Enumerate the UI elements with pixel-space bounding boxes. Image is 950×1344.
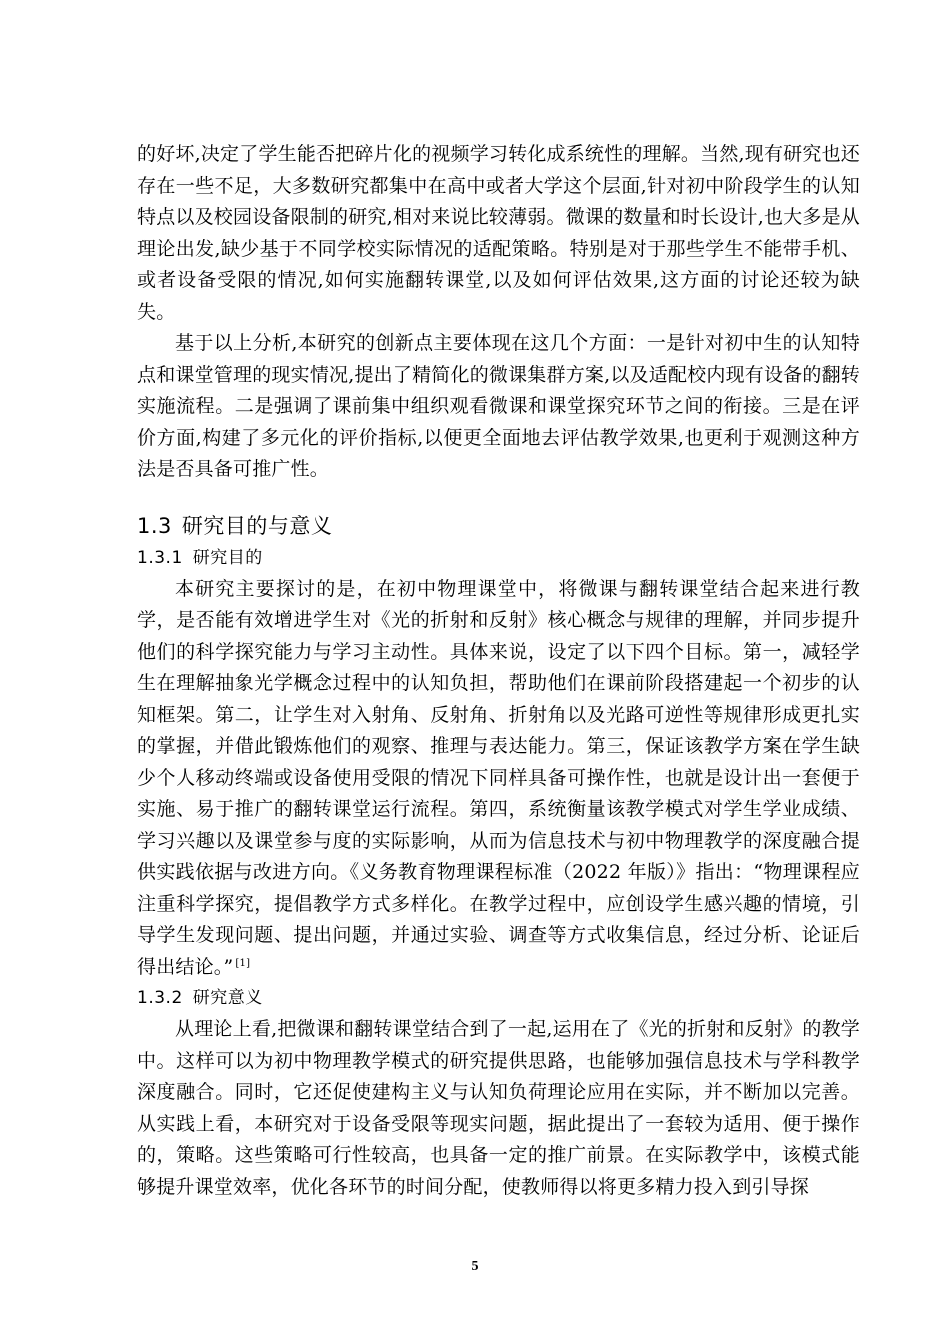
body-paragraph-1: 的好坏,决定了学生能否把碎片化的视频学习转化成系统性的理解。当然,现有研究也还存在一些不足，大多数研究都集中在高中或者大学这个层面,针对初中阶段学生的认知特点以及校园设备限制的研究,相对来说比较薄弱。微课的数量和时长设计,也大多是从理论出发,缺少基于不同学校实际情况的适配策略。特别是对于那些学生不能带手机、或者设备受限的情况,如何实施翻转课堂,以及如何评估效果,这方面的讨论还较为缺失。: [137, 143, 860, 323]
subsection-heading-1-3-1: [137, 543, 860, 574]
subsection-number: 1.3.2: [137, 988, 183, 1008]
body-paragraph-2: 基于以上分析,本研究的创新点主要体现在这几个方面：一是针对初中生的认知特点和课堂管理的现实情况,提出了精简化的微课集群方案,以及适配校内现有设备的翻转实施流程。二是强调了课前集中组织观看微课和课堂探究环节之间的衔接。三是在评价方面,构建了多元化的评价指标,以便更全面地去评估教学效果,也更利于观测这种方法是否具备可推广性。: [137, 332, 860, 480]
section-heading-1-3: [137, 505, 860, 543]
research-purpose-paragraph: [137, 574, 860, 984]
subsection-title: 研究意义: [192, 988, 263, 1008]
page-content: [137, 139, 860, 1203]
research-purpose-text: 本研究主要探讨的是，在初中物理课堂中，将微课与翻转课堂结合起来进行教学，是否能有效增进学生对《光的折射和反射》核心概念与规律的理解，并同步提升他们的科学探究能力与学习主动性。具体来说，设定了以下四个目标。第一，减轻学生在理解抽象光学概念过程中的认知负担，帮助他们在课前阶段搭建起一个初步的认知框架。第二，让学生对入射角、反射角、折射角以及光路可逆性等规律形成更扎实的掌握，并借此锻炼他们的观察、推理与表达能力。第三，保证该教学方案在学生缺少个人移动终端或设备使用受限的情况下同样具备可操作性，也就是设计出一套便于实施、易于推广的翻转课堂运行流程。第四，系统衡量该教学模式对学生学业成绩、学习兴趣以及课堂参与度的实际影响，从而为信息技术与初中物理教学的深度融合提供实践依据与改进方向。《义务教育物理课程标准（2022 年版）》指出：“物理课程应注重科学探究，提倡教学方式多样化。在教学过程中，应创设学生感兴趣的情境，引导学生发现问题、提出问题，并通过实验、调查等方式收集信息，经过分析、论证后得出结论。”: [137, 577, 860, 978]
section-spacer: [137, 486, 860, 505]
page-number: 5: [471, 1259, 479, 1274]
citation-reference[interactable]: [1]: [235, 957, 251, 969]
research-significance-paragraph: 从理论上看,把微课和翻转课堂结合到了一起,运用在了《光的折射和反射》的教学中。这样可以为初中物理教学模式的研究提供思路，也能够加强信息技术与学科教学深度融合。同时，它还促使建构主义与认知负荷理论应用在实际，并不断加以完善。从实践上看，本研究对于设备受限等现实问题，据此提出了一套较为适用、便于操作的，策略。这些策略可行性较高，也具备一定的推广前景。在实际教学中，该模式能够提升课堂效率，优化各环节的时间分配，使教师得以将更多精力投入到引导探: [137, 1018, 860, 1198]
section-number: 1.3: [137, 513, 172, 538]
subsection-heading-1-3-2: [137, 983, 860, 1014]
subsection-title: 研究目的: [192, 547, 263, 568]
section-title: 研究目的与意义: [181, 513, 333, 538]
subsection-number: 1.3.1: [137, 547, 183, 568]
